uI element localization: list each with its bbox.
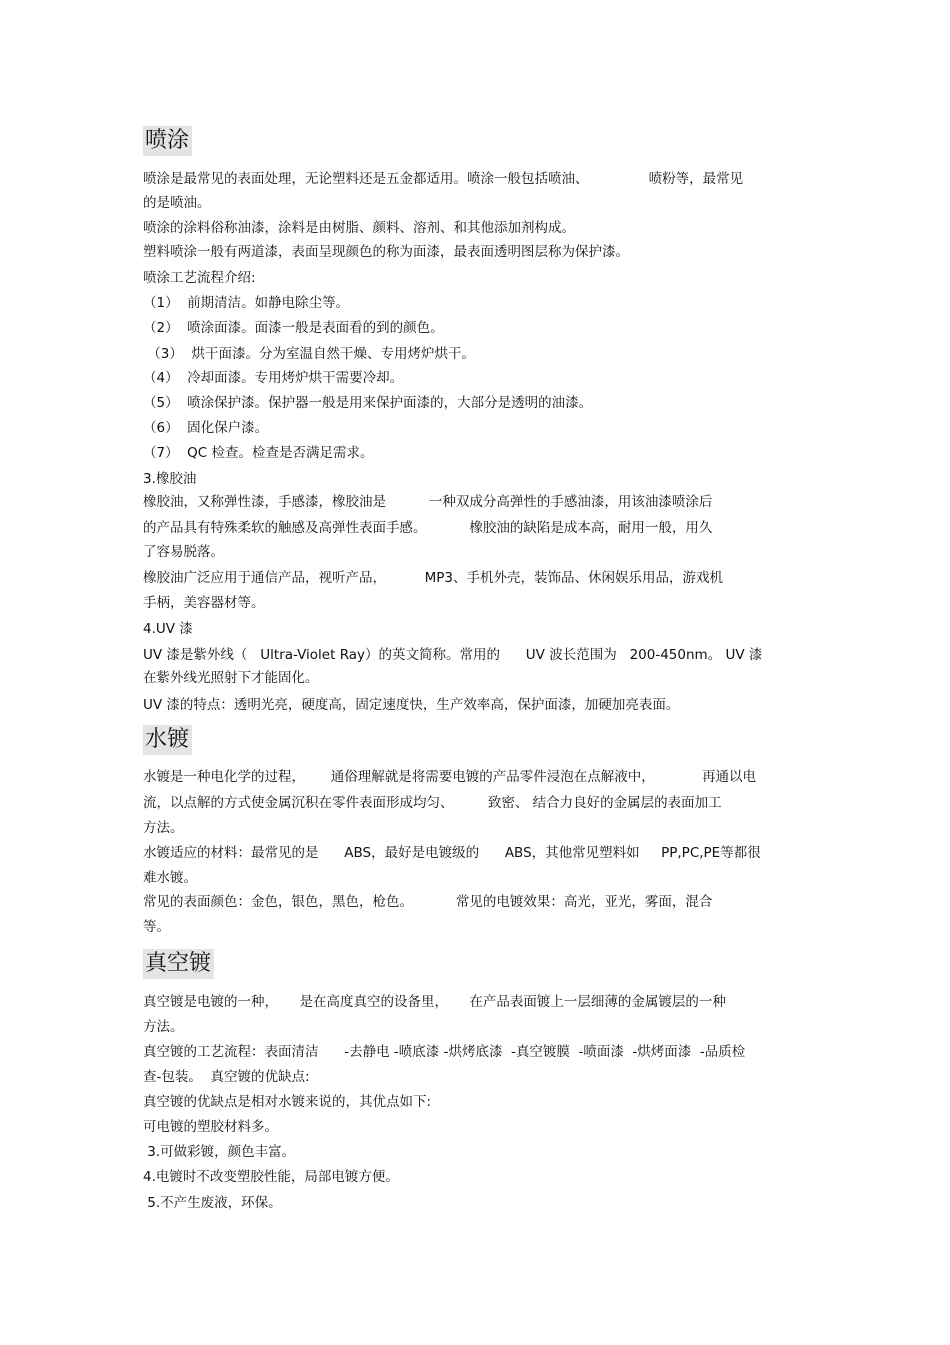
text-line: 方法。 bbox=[143, 1019, 184, 1035]
text-line: 喷涂是最常见的表面处理，无论塑料还是五金都适用。喷涂一般包括喷油、 喷粉等，最常见 bbox=[143, 171, 744, 187]
text-line: 等。 bbox=[143, 919, 170, 935]
list-item: （3） 烘干面漆。分为室温自然干燥、专用烤炉烘干。 bbox=[143, 346, 475, 362]
text-line: 橡胶油广泛应用于通信产品，视听产品， MP3、手机外壳，装饰品、休闲娱乐用品，游戏机 bbox=[143, 570, 723, 586]
subheading: 3.橡胶油 bbox=[143, 471, 197, 487]
list-item: 4.电镀时不改变塑胶性能，局部电镀方便。 bbox=[143, 1169, 399, 1185]
section-heading-spray: 喷涂 bbox=[143, 126, 192, 156]
text-line: 真空镀是电镀的一种， 是在高度真空的设备里， 在产品表面镀上一层细薄的金属镀层的一种 bbox=[143, 994, 726, 1010]
list-item: （1） 前期清洁。如静电除尘等。 bbox=[143, 295, 350, 311]
text-line: 在紫外线光照射下才能固化。 bbox=[143, 670, 319, 686]
text-line: 喷涂工艺流程介绍: bbox=[143, 270, 256, 286]
text-line: 水镀适应的材料：最常见的是 ABS，最好是电镀级的 ABS，其他常见塑料如 PP,PC,PE等都很 bbox=[143, 845, 761, 861]
text-line: 真空镀的优缺点是相对水镀来说的，其优点如下: bbox=[143, 1094, 432, 1110]
text-line: 方法。 bbox=[143, 820, 184, 836]
list-item: （5） 喷涂保护漆。保护器一般是用来保护面漆的，大部分是透明的油漆。 bbox=[143, 395, 593, 411]
text-line: 的产品具有特殊柔软的触感及高弹性表面手感。 橡胶油的缺陷是成本高，耐用一般，用久 bbox=[143, 520, 713, 536]
list-item: （6） 固化保户漆。 bbox=[143, 420, 269, 436]
text-line: 水镀是一种电化学的过程， 通俗理解就是将需要电镀的产品零件浸泡在点解液中， 再通以电 bbox=[143, 769, 756, 785]
text-line: 塑料喷涂一般有两道漆，表面呈现颜色的称为面漆，最表面透明图层称为保护漆。 bbox=[143, 244, 629, 260]
text-line: 了容易脱落。 bbox=[143, 544, 224, 560]
text-line: 难水镀。 bbox=[143, 870, 197, 886]
text-line: 手柄，美容器材等。 bbox=[143, 595, 265, 611]
subheading: 4.UV 漆 bbox=[143, 621, 193, 637]
list-item: （2） 喷涂面漆。面漆一般是表面看的到的颜色。 bbox=[143, 320, 444, 336]
list-item: （4） 冷却面漆。专用烤炉烘干需要冷却。 bbox=[143, 370, 404, 386]
text-line: UV 漆是紫外线（ Ultra-Violet Ray）的英文简称。常用的 UV 波长范围为 200-450nm。 UV 漆 bbox=[143, 647, 763, 663]
text-line: 常见的表面颜色：金色，银色，黑色，枪色。 常见的电镀效果：高光，亚光，雾面，混合 bbox=[143, 894, 713, 910]
list-item: （7） QC 检查。检查是否满足需求。 bbox=[143, 445, 374, 461]
list-item: 5.不产生废液，环保。 bbox=[143, 1195, 282, 1211]
text-line: 查-包装。 真空镀的优缺点: bbox=[143, 1069, 310, 1085]
text-line: 流，以点解的方式使金属沉积在零件表面形成均匀、 致密、 结合力良好的金属层的表面加工 bbox=[143, 795, 722, 811]
list-item: 3.可做彩镀，颜色丰富。 bbox=[143, 1144, 296, 1160]
section-heading-vacuum-plating: 真空镀 bbox=[143, 949, 214, 979]
text-line: 橡胶油，又称弹性漆，手感漆，橡胶油是 一种双成分高弹性的手感油漆，用该油漆喷涂后 bbox=[143, 494, 713, 510]
list-item: 可电镀的塑胶材料多。 bbox=[143, 1119, 278, 1135]
text-line: UV 漆的特点：透明光亮，硬度高，固定速度快，生产效率高，保护面漆，加硬加亮表面。 bbox=[143, 697, 680, 713]
section-heading-water-plating: 水镀 bbox=[143, 725, 192, 755]
text-line: 的是喷油。 bbox=[143, 195, 211, 211]
text-line: 喷涂的涂料俗称油漆，涂料是由树脂、颜料、溶剂、和其他添加剂构成。 bbox=[143, 220, 575, 236]
text-line: 真空镀的工艺流程：表面清洁 -去静电 -喷底漆 -烘烤底漆 -真空镀膜 -喷面漆 -烘烤面漆 -品质检 bbox=[143, 1044, 746, 1060]
